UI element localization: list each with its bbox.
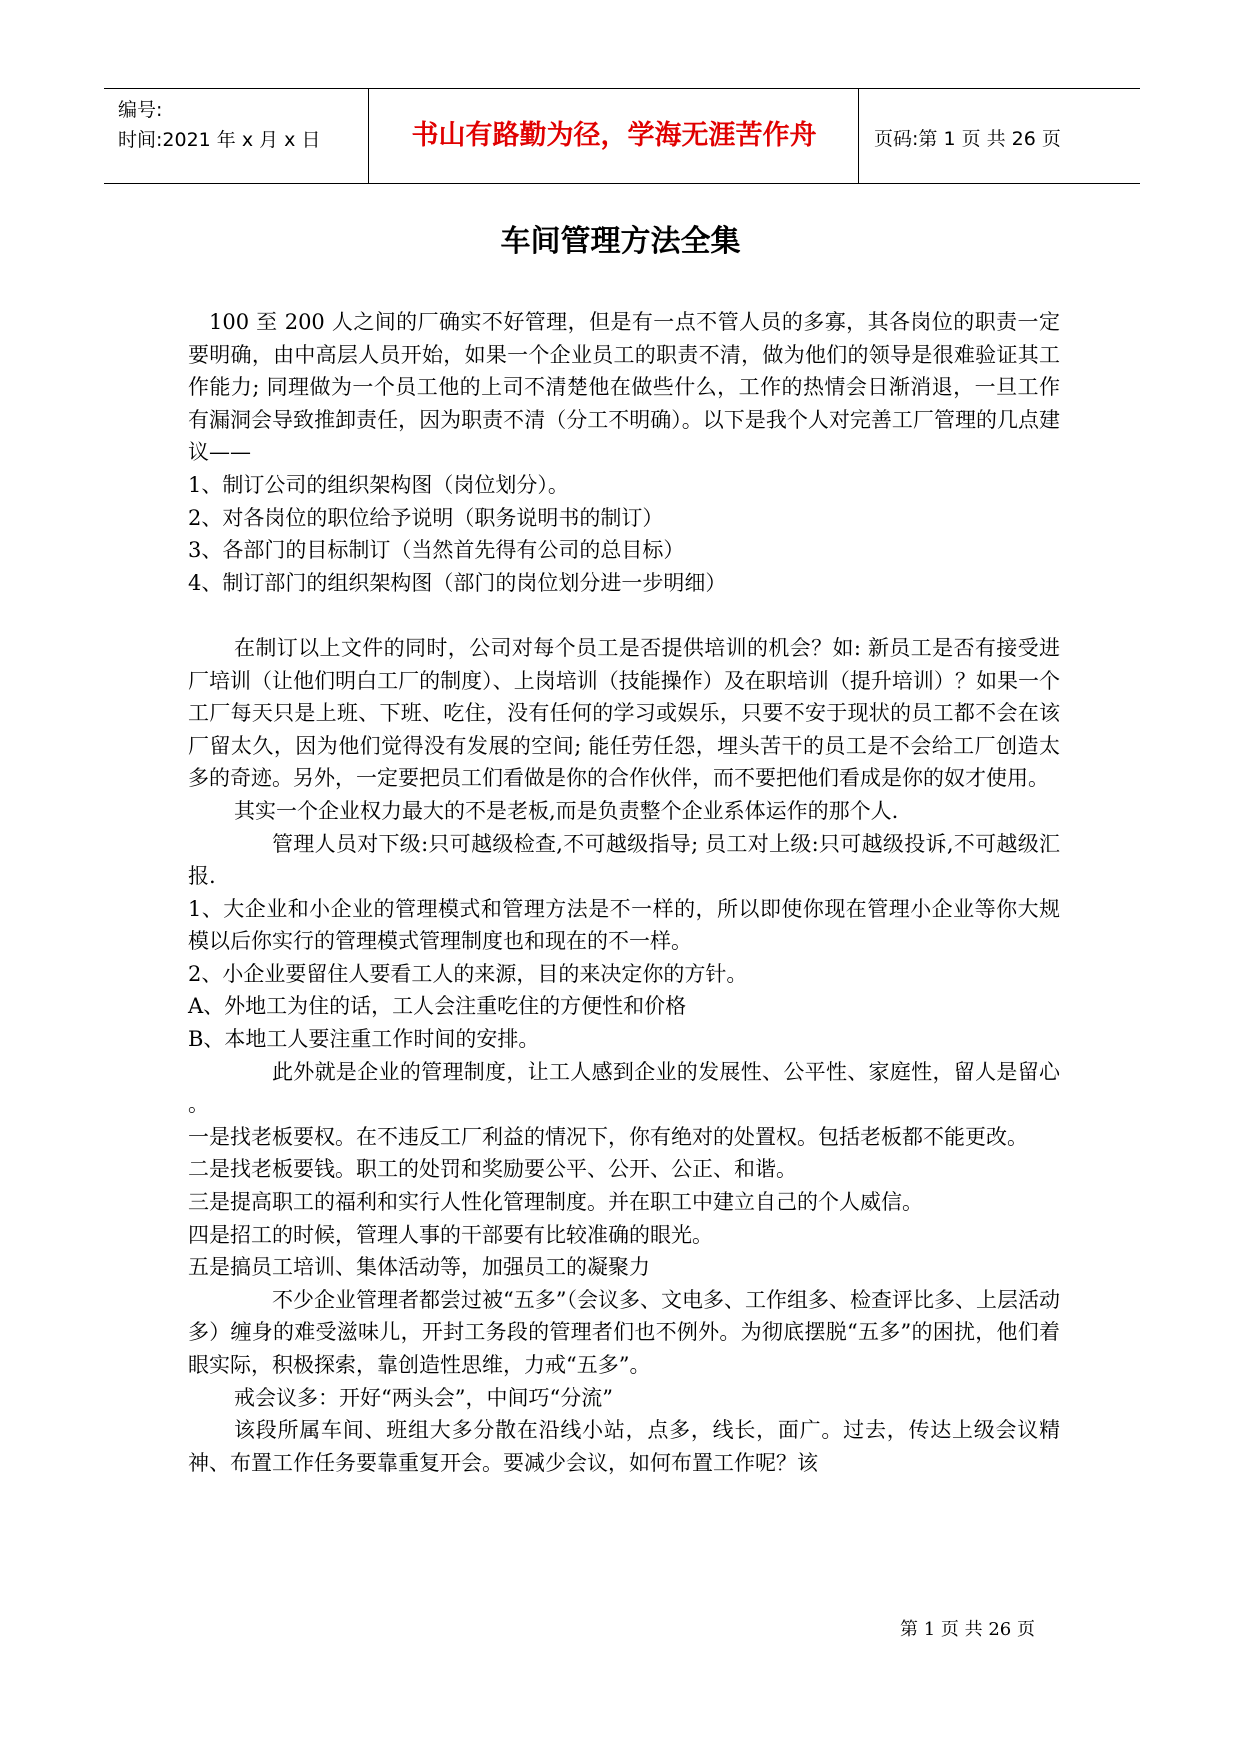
list-item: 2、小企业要留住人要看工人的来源，目的来决定你的方针。 [188,961,748,986]
document-time-label: 时间:2021 年 x 月 x 日 [118,129,321,151]
paragraph-power: 其实一个企业权力最大的不是老板,而是负责整个企业系体运作的那个人. [234,798,899,823]
list-item: A、外地工为住的话，工人会注重吃住的方便性和价格 [188,994,687,1019]
list-item: 三是提高职工的福利和实行人性化管理制度。并在职工中建立自己的个人威信。 [188,1190,923,1215]
paragraph-meetings-heading: 戒会议多：开好“两头会”，中间巧“分流” [234,1385,613,1410]
paragraph-intro: 100 至 200 人之间的厂确实不好管理，但是有一点不管人员的多寡，其各岗位的职责一定要明确，由中高层人员开始，如果一个企业员工的职责不清，做为他们的领导是很难验证其工作能力; 同理做为一个员工他的上司不清楚他在做些什么，工作的热情会日渐消退，一旦工作有漏洞会导致推卸责任，因为职责不清（分工不明确）。以下是我个人对完善工厂管理的几点建议—— [188,310,1060,465]
list-item: 二是找老板要钱。职工的处罚和奖励要公平、公开、公正、和谐。 [188,1157,797,1182]
document-body [188,306,1060,1479]
list-item: 4、制订部门的组织架构图（部门的岗位划分进一步明细） [188,570,727,595]
list-item: 3、各部门的目标制订（当然首先得有公司的总目标） [188,538,685,563]
document-title: 车间管理方法全集 [500,224,741,259]
page-footer: 第 1 页 共 26 页 [900,1619,1035,1640]
blank-line [188,599,1060,632]
header-meta [118,95,320,155]
page-header [104,88,1140,184]
paragraph-management-rule: 管理人员对下级:只可越级检查,不可越级指导; 员工对上级:只可越级投诉,不可越级汇报. [188,831,1060,889]
list-item: 1、制订公司的组织架构图（岗位划分）。 [188,472,569,497]
list-item: 一是找老板要权。在不违反工厂利益的情况下，你有绝对的处置权。包括老板都不能更改。 [188,1124,1028,1149]
list-item: 四是招工的时候，管理人事的干部要有比较准确的眼光。 [188,1222,713,1247]
document-number-label: 编号: [118,99,163,121]
header-motto: 书山有路勤为径，学海无涯苦作舟 [411,120,817,151]
list-item: B、本地工人要注重工作时间的安排。 [188,1027,540,1052]
header-divider-left [368,89,369,183]
header-divider-right [858,89,859,183]
paragraph-five-many: 不少企业管理者都尝过被“五多”（会议多、文电多、工作组多、检查评比多、上层活动多）缠身的难受滋味儿，开封工务段的管理者们也不例外。为彻底摆脱“五多”的困扰，他们着眼实际，积极探索，靠创造性思维，力戒“五多”。 [188,1287,1060,1377]
paragraph-system: 此外就是企业的管理制度，让工人感到企业的发展性、公平性、家庭性，留人是留心 。 [188,1059,1060,1117]
list-item: 1、大企业和小企业的管理模式和管理方法是不一样的，所以即使你现在管理小企业等你大规模以后你实行的管理模式管理制度也和现在的不一样。 [188,896,1060,954]
paragraph-meetings: 该段所属车间、班组大多分散在沿线小站，点多，线长，面广。过去，传达上级会议精神、布置工作任务要靠重复开会。要减少会议，如何布置工作呢？该 [188,1418,1060,1475]
list-item: 2、对各岗位的职位给予说明（职务说明书的制订） [188,505,664,530]
paragraph-training: 在制订以上文件的同时，公司对每个员工是否提供培训的机会？如: 新员工是否有接受进厂培训（让他们明白工厂的制度）、上岗培训（技能操作）及在职培训（提升培训）？如果一个工厂每天只是上班、下班、吃住，没有任何的学习或娱乐，只要不安于现状的员工都不会在该厂留太久，因为他们觉得没有发展的空间; 能任劳任怨，埋头苦干的员工是不会给工厂创造太多的奇迹。另外，一定要把员工们看做是你的合作伙伴，而不要把他们看成是你的奴才使用。 [188,635,1060,791]
list-item: 五是搞员工培训、集体活动等，加强员工的凝聚力 [188,1255,650,1280]
header-page-number: 页码:第 1 页 共 26 页 [874,128,1061,150]
